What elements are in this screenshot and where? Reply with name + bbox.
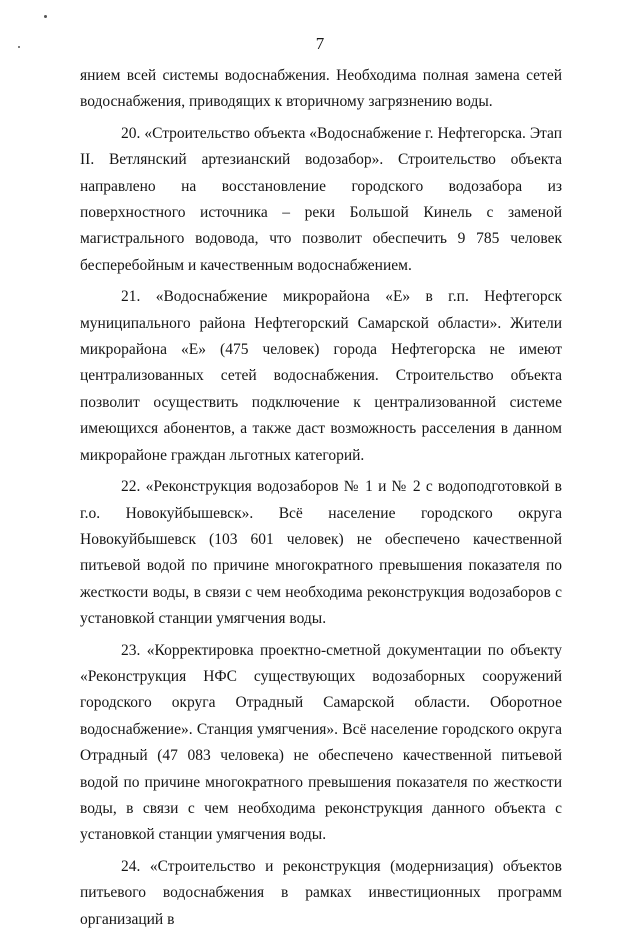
paragraph-item-21: 21. «Водоснабжение микрорайона «Е» в г.п. Нефтегорск муниципального района Нефтегорский Самарской области». Жители микрорайона «Е» (475 человек) города Нефтегорска не имеют централизованных сетей водоснабжения. Строительство объекта позволит осуществить подключение к централизованной системе имеющихся абонентов, а также даст возможность расселения в данном микрорайоне граждан льготных категорий. (80, 288, 562, 464)
paragraph-item-23: 23. «Корректировка проектно-сметной документации по объекту «Реконструкция НФС существующих водозаборных сооружений городского округа Отрадный Самарской области. Оборотное водоснабжение». Станция умягчения». Всё население городского округа Отрадный (47 083 человека) не обеспечено качественной питьевой водой по причине многократного превышения показателя по жесткости воды, в связи с чем необходима реконструкция данного объекта с установкой станции умягчения воды. (80, 641, 562, 844)
page-number: 7 (315, 34, 325, 53)
scan-speck (44, 15, 47, 18)
paragraph-item-20: 20. «Строительство объекта «Водоснабжение г. Нефтегорска. Этап II. Ветлянский артезианский водозабор». Строительство объекта направлено на восстановление городского водозабора из поверхностного источника – реки Большой Кинель с заменой магистрального водовода, что позволит обеспечить 9 785 человек бесперебойным и качественным водоснабжением. (80, 124, 562, 274)
paragraph-item-22: 22. «Реконструкция водозаборов № 1 и № 2 с водоподготовкой в г.о. Новокуйбышевск». Всё население городского округа Новокуйбышевск (103 601 человек) не обеспечено качественной питьевой водой по причине многократного превышения показателя по жесткости воды, в связи с чем необходима реконструкция водозаборов с установкой станции умягчения воды. (80, 478, 562, 628)
paragraph-continuation: янием всей системы водоснабжения. Необходима полная замена сетей водоснабжения, приводящих к вторичному загрязнению воды. (80, 67, 562, 111)
paragraph-item-24: 24. «Строительство и реконструкция (модернизация) объектов питьевого водоснабжения в рамках инвестиционных программ организаций в (80, 857, 562, 928)
body-text (80, 63, 562, 938)
